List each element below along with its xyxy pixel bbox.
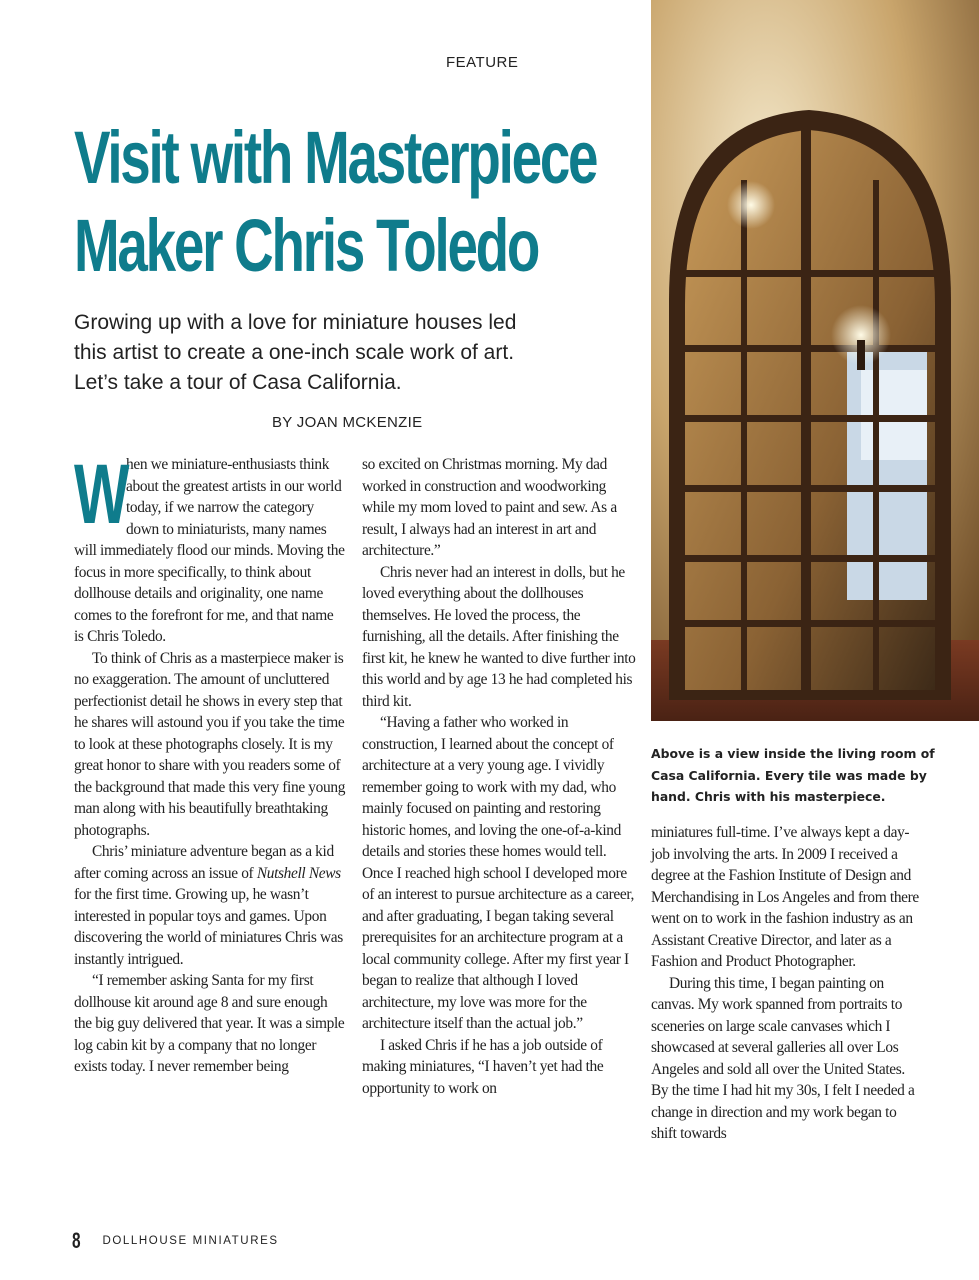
dek bbox=[74, 308, 634, 398]
paragraph bbox=[74, 447, 346, 648]
article-column-2 bbox=[362, 454, 636, 1099]
paragraph-text: hen we miniature-enthusiasts think about the greatest artists in our world today, if we narrow the category down to miniaturists, many names will immediately flood our minds. Moving the focus in more specifically, to think about dollhouse details and originality, one name comes to the forefront for me, and that name is Chris Toledo. bbox=[74, 456, 345, 645]
paragraph: I asked Chris if he has a job outside of making miniatures, “I haven’t yet had the opportunity to work on bbox=[362, 1036, 604, 1097]
photo-caption: Above is a view inside the living room of Casa California. Every tile was made by hand. Chris with his masterpiece. bbox=[651, 746, 935, 804]
paragraph-text: for the first time. Growing up, he wasn’t interested in popular toys and games. Upon discovering the world of miniatures Chris was instantly intrigued. bbox=[74, 886, 343, 968]
paragraph: “I remember asking Santa for my first dollhouse kit around age 8 and sure enough the big guy delivered that year. It was a simple log cabin kit by a company that no longer exists today. I never remember being bbox=[74, 972, 345, 1075]
paragraph bbox=[74, 841, 346, 970]
drop-cap: W bbox=[74, 447, 130, 541]
page-footer bbox=[72, 1228, 279, 1254]
publication-title: Nutshell News bbox=[256, 864, 341, 882]
arched-door-photo bbox=[651, 0, 979, 721]
article-column-1 bbox=[74, 447, 346, 1078]
paragraph: “Having a father who worked in construction, I learned about the concept of architecture at a very young age. I vividly remember going to work with my dad, who mainly focused on painting and restoring historic homes, and loving the one-of-a-kind details and stories these homes would tell. Once I reached high school I developed more of an interest to pursue architecture as a career, and after graduating, I began taking several prerequisites for an architecture program at a local community college. After my first year I began to realize that although I loved architecture, my love was more for the architecture itself than the actual job.” bbox=[362, 714, 635, 1032]
paragraph: so excited on Christmas morning. My dad worked in construction and woodworking while my mom loved to paint and sew. As a result, I always had an interest in art and architecture.” bbox=[362, 456, 617, 559]
dek-line-2: this artist to create a one-inch scale work of art. bbox=[74, 341, 515, 364]
paragraph: Chris never had an interest in dolls, but he loved everything about the dollhouses themselves. He loved the process, the furnishing, all the details. After finishing the first kit, he knew he wanted to dive further into this world and by age 13 he had completed his third kit. bbox=[362, 563, 636, 710]
paragraph: To think of Chris as a masterpiece maker is no exaggeration. The amount of uncluttered perfectionist detail he shows in every step that he shares will astound you if you take the time to look at these photographs closely. It is my great honor to share with you readers some of the background that made this very fine young man along with his beautifully breathtaking photographs. bbox=[74, 649, 346, 839]
headline-line-2: Maker Chris Toledo bbox=[74, 204, 539, 287]
paragraph-text: Chris’ miniature adventure began as a kid after coming across an issue of bbox=[74, 843, 334, 882]
article-column-3 bbox=[651, 822, 921, 1145]
paragraph: During this time, I began painting on canvas. My work spanned from portraits to sceneries on large scale canvases which I showcased at several galleries all over Los Angeles and sold all over the United States. By the time I had hit my 30s, I felt I needed a change in direction and my work began to shift towards bbox=[651, 974, 915, 1142]
headline bbox=[74, 114, 597, 290]
magazine-name: DOLLHOUSE MINIATURES bbox=[102, 1235, 279, 1247]
section-label: FEATURE bbox=[446, 54, 519, 71]
dek-line-1: Growing up with a love for miniature houses led bbox=[74, 311, 517, 334]
paragraph: miniatures full-time. I’ve always kept a day-job involving the arts. In 2009 I received a degree at the Fashion Institute of Design and Merchandising in Los Angeles and from there went on to work in the fashion industry as an Assistant Creative Director, and later as a Fashion and Product Photographer. bbox=[651, 824, 919, 970]
page-number: 8 bbox=[72, 1228, 81, 1253]
photo-illustration bbox=[651, 0, 979, 721]
byline: BY JOAN MCKENZIE bbox=[272, 414, 423, 431]
headline-line-1: Visit with Masterpiece bbox=[74, 116, 597, 199]
dek-line-3: Let’s take a tour of Casa California. bbox=[74, 371, 402, 394]
